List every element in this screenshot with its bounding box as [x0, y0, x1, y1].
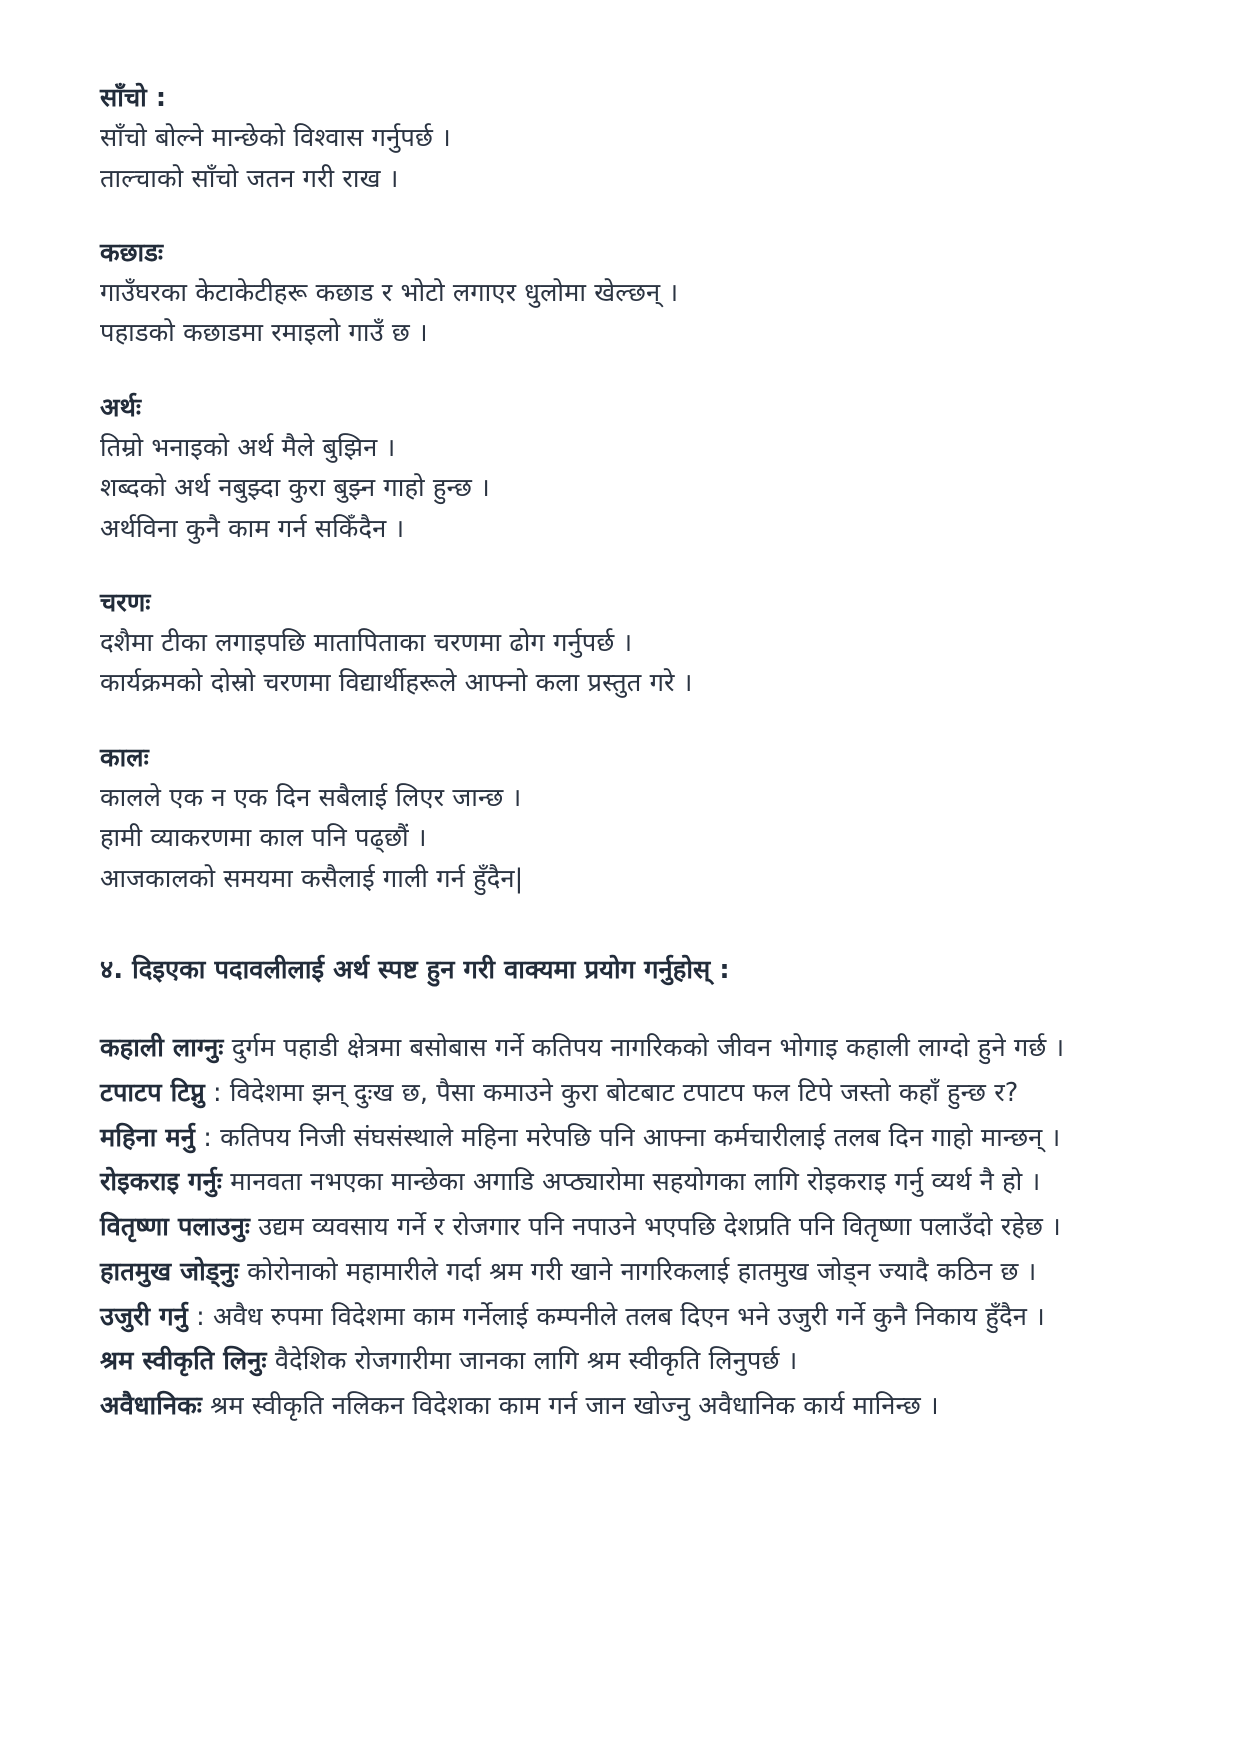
usage-sentence: दुर्गम पहाडी क्षेत्रमा बसोबास गर्ने कतिपय नागरिकको जीवन भोगाइ कहाली लाग्दो हुने गर्छ ।: [223, 1033, 1065, 1064]
usage-item: [100, 1253, 1144, 1293]
usage-term: अवैधानिकः: [100, 1391, 202, 1422]
entry-example-line: कार्यक्रमको दोस्रो चरणमा विद्यार्थीहरूले आफ्नो कला प्रस्तुत गरे ।: [100, 668, 693, 699]
usage-item: [100, 1298, 1144, 1338]
entry-headword: कछाडः: [100, 237, 164, 268]
entry-example-line: शब्दको अर्थ नबुझ्दा कुरा बुझ्न गाहो हुन्छ ।: [100, 473, 490, 504]
entry-example-line: आजकालको समयमा कसैलाई गाली गर्न हुँदैन|: [100, 863, 524, 894]
glossary-entry: [100, 388, 1144, 549]
usage-sentence: श्रम स्वीकृति नलिकन विदेशका काम गर्न जान खोज्नु अवैधानिक कार्य मानिन्छ ।: [201, 1391, 939, 1422]
entry-example-line: अर्थविना कुनै काम गर्न सकिँदैन ।: [100, 513, 405, 544]
entry-example-line: पहाडको कछाडमा रमाइलो गाउँ छ ।: [100, 318, 428, 349]
entry-example-line: हामी व्याकरणमा काल पनि पढ्छौं ।: [100, 823, 427, 854]
entry-headword: चरणः: [100, 587, 151, 618]
usage-sentence: : अवैध रुपमा विदेशमा काम गर्नेलाई कम्पनीले तलब दिएन भने उजुरी गर्ने कुनै निकाय हुँदैन ।: [187, 1301, 1045, 1332]
glossary-entry: [100, 233, 1144, 354]
usage-item: [100, 1119, 1144, 1159]
usage-term: रोइकराइ गर्नुः: [100, 1167, 223, 1198]
usage-item: [100, 1163, 1144, 1203]
usage-item: [100, 1074, 1144, 1114]
glossary-entry: [100, 78, 1144, 199]
usage-item: [100, 1208, 1144, 1248]
usage-item: [100, 1387, 1144, 1427]
usage-sentence: वैदेशिक रोजगारीमा जानका लागि श्रम स्वीकृति लिनुपर्छ ।: [266, 1346, 798, 1377]
entry-headword: कालः: [100, 742, 149, 773]
usage-term: टपाटप टिप्नु: [100, 1077, 205, 1108]
glossary-entry: [100, 583, 1144, 704]
usage-sentence: मानवता नभएका मान्छेका अगाडि अप्ठ्यारोमा सहयोगका लागि रोइकराइ गर्नु व्यर्थ नै हो ।: [222, 1167, 1041, 1198]
usage-term: उजुरी गर्नु: [100, 1301, 188, 1332]
document-body: [100, 78, 1144, 1427]
usage-term: कहाली लाग्नुः: [100, 1033, 224, 1064]
usage-sentence: : विदेशमा झन् दुःख छ, पैसा कमाउने कुरा बोटबाट टपाटप फल टिपे जस्तो कहाँ हुन्छ र?: [204, 1077, 1019, 1108]
entry-example-line: कालले एक न एक दिन सबैलाई लिएर जान्छ ।: [100, 782, 522, 813]
usage-term: श्रम स्वीकृति लिनुः: [100, 1346, 267, 1377]
usage-term: वितृष्णा पलाउनुः: [100, 1212, 251, 1243]
usage-term: महिना मर्नु: [100, 1122, 196, 1153]
entry-headword: साँचो :: [100, 83, 167, 113]
usage-list: [100, 1029, 1144, 1427]
usage-sentence: उद्यम व्यवसाय गर्ने र रोजगार पनि नपाउने भएपछि देशप्रति पनि वितृष्णा पलाउँदो रहेछ ।: [250, 1212, 1061, 1243]
section-heading: ४. दिइएका पदावलीलाई अर्थ स्पष्ट हुन गरी वाक्यमा प्रयोग गर्नुहोस् :: [100, 954, 730, 985]
entry-example-line: गाउँघरका केटाकेटीहरू कछाड र भोटो लगाएर धुलोमा खेल्छन् ।: [100, 278, 679, 309]
entry-example-line: दशैमा टीका लगाइपछि मातापिताका चरणमा ढोग गर्नुपर्छ ।: [100, 628, 633, 659]
usage-sentence: : कतिपय निजी संघसंस्थाले महिना मरेपछि पनि आफ्ना कर्मचारीलाई तलब दिन गाहो मान्छन् ।: [195, 1122, 1061, 1153]
entry-example-line: साँचो बोल्ने मान्छेको विश्वास गर्नुपर्छ ।: [100, 123, 451, 154]
entry-headword: अर्थः: [100, 392, 142, 423]
glossary-entry: [100, 738, 1144, 899]
usage-item: [100, 1342, 1144, 1382]
entry-example-line: ताल्चाको साँचो जतन गरी राख ।: [100, 163, 399, 194]
entry-example-line: तिम्रो भनाइको अर्थ मैले बुझिन ।: [100, 432, 396, 463]
usage-item: [100, 1029, 1144, 1069]
usage-term: हातमुख जोड्नुः: [100, 1256, 239, 1287]
usage-sentence: कोरोनाको महामारीले गर्दा श्रम गरी खाने नागरिकलाई हातमुख जोड्न ज्यादै कठिन छ ।: [238, 1256, 1037, 1287]
